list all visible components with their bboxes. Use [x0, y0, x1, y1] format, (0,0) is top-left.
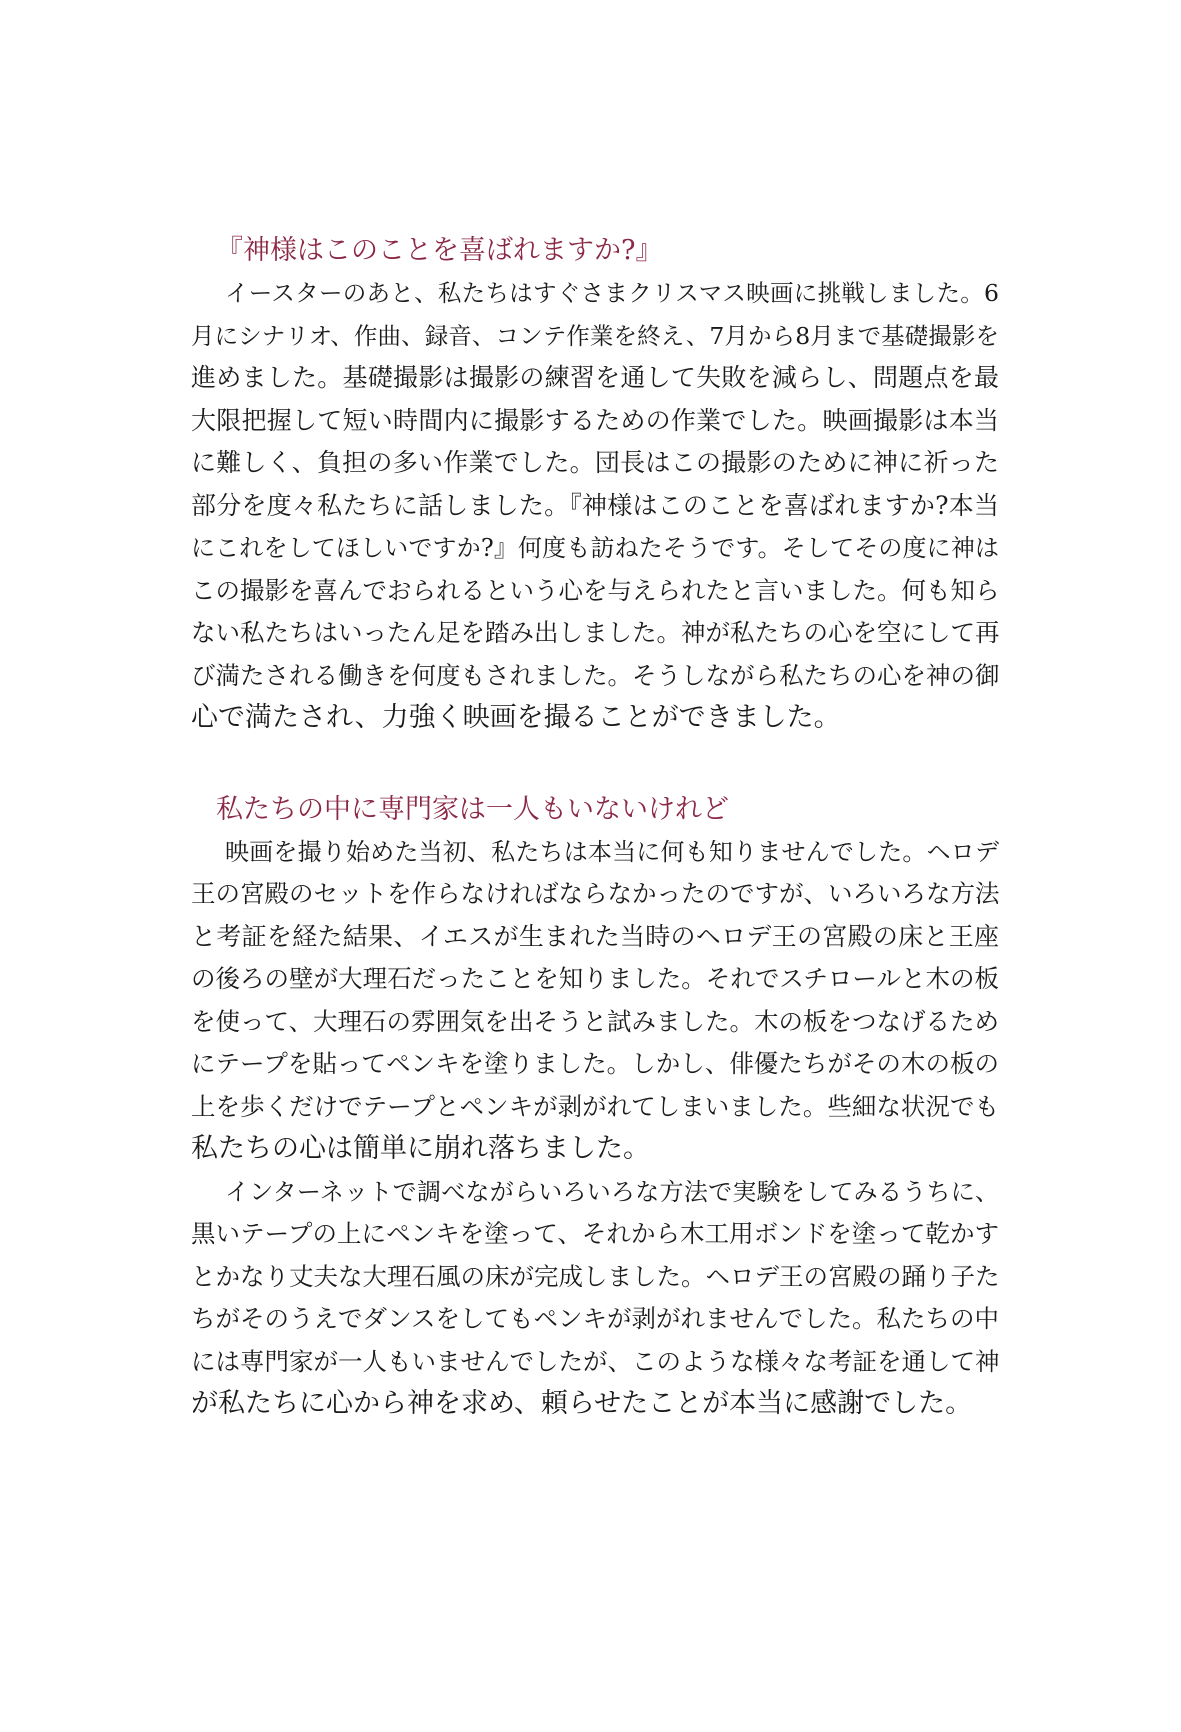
text-line: び満たされる働きを何度もされました。そうしながら私たちの心を神の御 [191, 660, 1000, 690]
text-line: に難しく、負担の多い作業でした。団長はこの撮影のために神に祈った [191, 448, 999, 477]
text-line: 上を歩くだけでテープとペンキが剥がれてしまいました。些細な状況でも [191, 1091, 999, 1121]
text-line: 部分を度々私たちに話しました。『神様はこのことを喜ばれますか?本当 [191, 490, 999, 520]
text-line: 映画を撮り始めた当初、私たちは本当に何も知りませんでした。ヘロデ [225, 837, 999, 866]
text-line: にこれをしてほしいですか?』何度も訪ねたそうです。そしてその度に神は [191, 534, 999, 562]
text-line: 王の宮殿のセットを作らなければならなかったのですが、いろいろな方法 [191, 879, 1000, 908]
text-line: の後ろの壁が大理石だったことを知りました。それでスチロールと木の板 [191, 964, 999, 993]
text-line: インターネットで調べながらいろいろな方法で実験をしてみるうちに、 [225, 1177, 999, 1206]
section-god-pleased [191, 230, 999, 740]
paragraph [191, 1171, 999, 1426]
text-line: 進めました。基礎撮影は撮影の練習を通して失敗を減らし、問題点を最 [191, 363, 999, 392]
text-line: ない私たちはいったん足を踏み出しました。神が私たちの心を空にして再 [191, 618, 1000, 647]
text-line: イースターのあと、私たちはすぐさまクリスマス映画に挑戦しました。6 [225, 279, 999, 307]
text-line: 黒いテープの上にペンキを塗って、それから木工用ボンドを塗って乾かす [191, 1219, 999, 1248]
section-heading: 『神様はこのことを喜ばれますか?』 [216, 235, 663, 266]
text-line: 大限把握して短い時間内に撮影するための作業でした。映画撮影は本当 [191, 405, 999, 435]
paragraph [191, 272, 999, 740]
section-no-experts [191, 789, 999, 1426]
text-line: ちがそのうえでダンスをしてもペンキが剥がれませんでした。私たちの中 [191, 1304, 1000, 1333]
text-line: 私たちの心は簡単に崩れ落ちました。 [191, 1133, 650, 1164]
text-line: とかなり丈夫な大理石風の床が完成しました。ヘロデ王の宮殿の踊り子た [191, 1261, 1000, 1291]
document-page [191, 230, 999, 1426]
text-line: と考証を経た結果、イエスが生まれた当時のヘロデ王の宮殿の床と王座 [191, 921, 999, 951]
text-line: を使って、大理石の雰囲気を出そうと試みました。木の板をつなげるため [191, 1006, 1000, 1036]
text-line: 月にシナリオ、作曲、録音、コンテ作業を終え、7月から8月まで基礎撮影を [191, 321, 999, 350]
text-line: には専門家が一人もいませんでしたが、このような様々な考証を通して神 [191, 1346, 1000, 1376]
paragraph [191, 831, 999, 1171]
section-heading: 私たちの中に専門家は一人もいないけれど [216, 793, 729, 825]
text-line: にテープを貼ってペンキを塗りました。しかし、俳優たちがその木の板の [191, 1049, 999, 1078]
text-line: この撮影を喜んでおられるという心を与えられたと言いました。何も知ら [191, 575, 1000, 605]
text-line: 心で満たされ、力強く映画を撮ることができました。 [191, 702, 841, 733]
text-line: が私たちに心から神を求め、頼らせたことが本当に感謝でした。 [191, 1388, 973, 1419]
